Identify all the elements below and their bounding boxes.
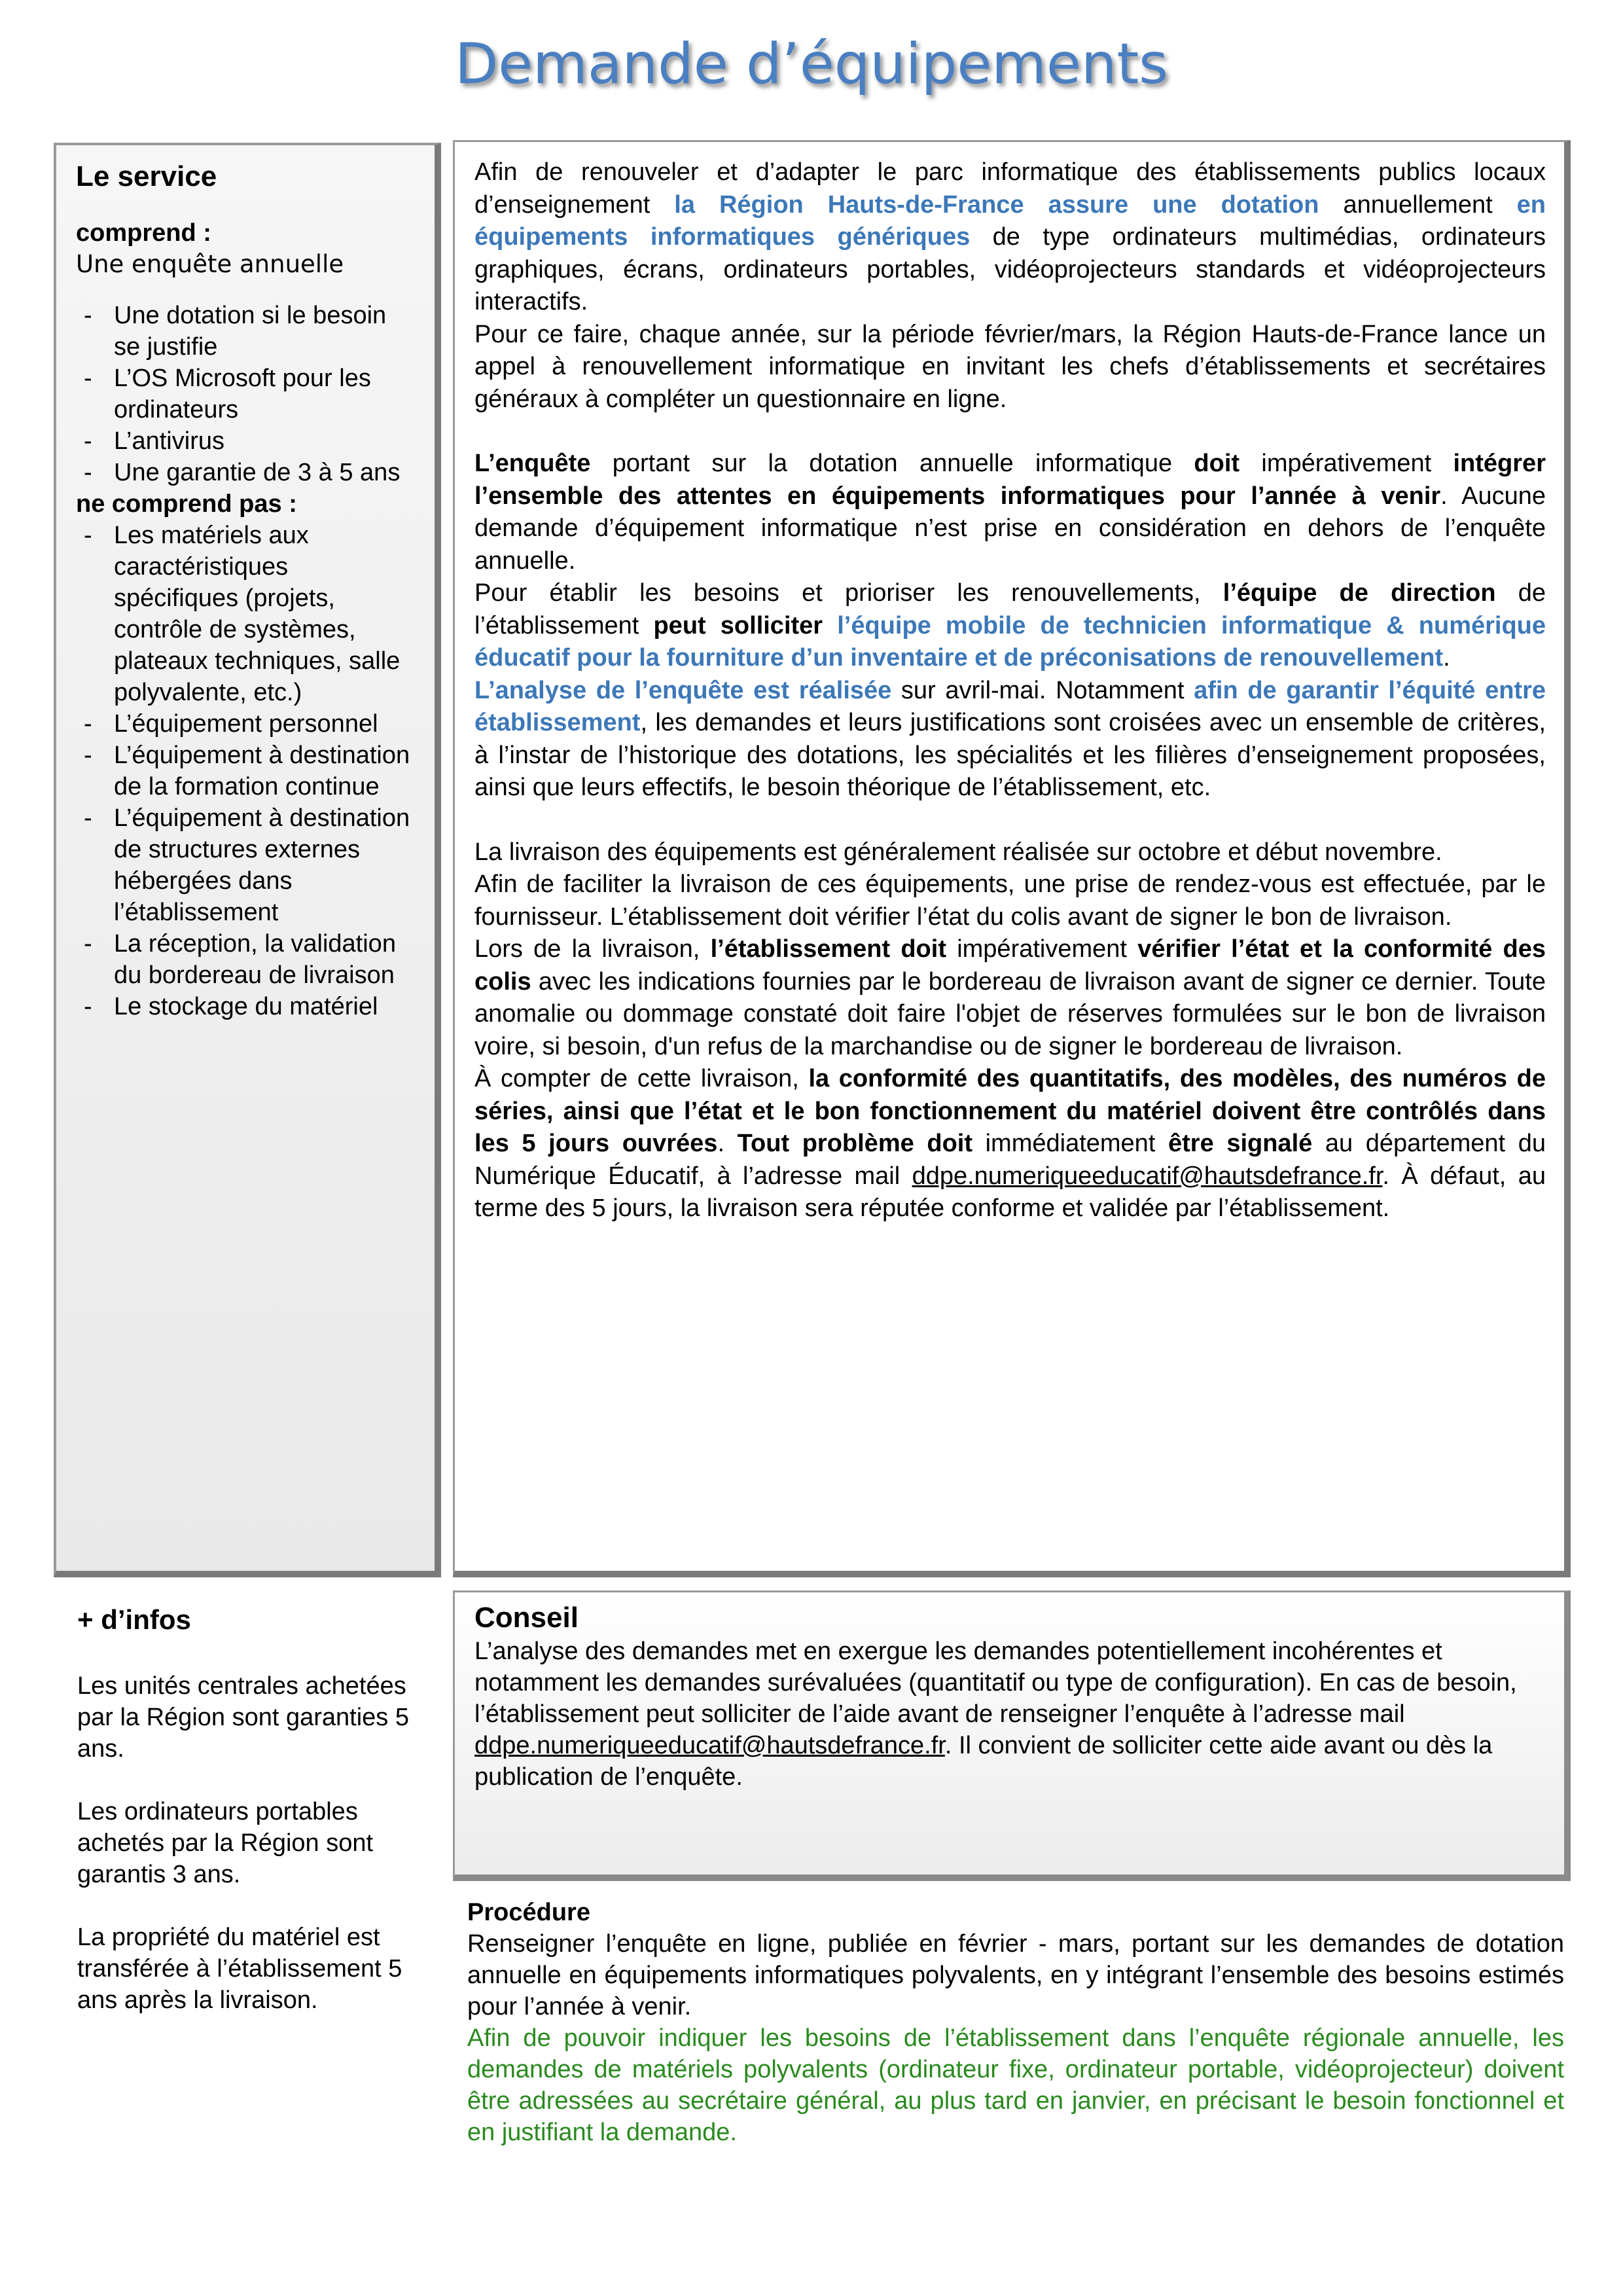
text-run: , les demandes et leurs justifications sont croisées avec un ensemble de critères, à l’instar de l’historique des dotations, les spécialités et les filières d’enseignement proposées, ainsi que leurs effectifs, le besoin théorique de l’établissement, etc. — [474, 709, 1546, 801]
includes-sub: Une enquête annuelle — [76, 250, 344, 278]
procedure-title: Procédure — [467, 1899, 590, 1926]
procedure-text: Renseigner l’enquête en ligne, publiée en février - mars, portant sur les demandes de dotation annuelle en équipements informatiques polyvalents, en y intégrant l’ensemble des besoins estimés pour l’année à venir. — [467, 1930, 1564, 2020]
main-paragraph — [474, 675, 1546, 804]
text-run: . À défaut, au terme des 5 jours, la livraison sera réputée conforme et validée par l’établissement. — [474, 1162, 1546, 1222]
text-run: À compter de cette livraison, — [474, 1065, 809, 1092]
info-title: + d’infos — [77, 1604, 191, 1635]
main-paragraph — [474, 319, 1546, 416]
text-run: . — [1443, 644, 1450, 672]
text-run: de type ordinateurs multimédias, ordinateurs graphiques, écrans, ordinateurs portables, vidéoprojecteurs standards et vidéoprojecteurs interactifs. — [474, 223, 1546, 315]
main-paragraph — [474, 1063, 1546, 1225]
text-run: doit — [1194, 450, 1240, 477]
excludes-label: ne comprend pas : — [76, 490, 297, 518]
text-run: Pour établir les besoins et prioriser les renouvellements, — [474, 579, 1223, 607]
text-run: de l’établissement — [474, 579, 1546, 639]
advice-text — [474, 1636, 1546, 1793]
text-run: Lors de la livraison, — [474, 935, 711, 963]
text-run: vérifier l’état et la conformité des colis — [474, 935, 1546, 996]
text-run: L’enquête — [474, 450, 591, 477]
list-item: - Le stockage du matériel — [76, 991, 419, 1022]
advice-panel — [453, 1590, 1571, 1881]
list-item: - Les matériels aux caractéristiques spécifiques (projets, contrôle de systèmes, plateaux techniques, salle polyvalente, etc.) — [76, 520, 419, 708]
list-item: - L’antivirus — [76, 425, 419, 457]
text-run: peut solliciter — [653, 611, 823, 639]
text-run — [823, 612, 837, 639]
list-item: - Une dotation si le besoin se justifie — [76, 300, 419, 363]
text-run: avec les indications fournies par le bordereau de livraison avant de signer ce dernier. Toute anomalie ou dommage constaté doit faire l'objet de réserves formulées sur le bon de livraison voire, si besoin, d'un refus de la marchandise ou de signer le bordereau de livraison. — [474, 967, 1546, 1060]
text-run: être signalé — [1168, 1130, 1313, 1157]
advice-title: Conseil — [474, 1602, 579, 1634]
main-paragraph — [474, 933, 1546, 1063]
info-paragraph: Les unités centrales achetées par la Région sont garanties 5 ans. — [77, 1672, 409, 1763]
text-run: Tout problème doit — [737, 1130, 972, 1157]
includes-list — [76, 300, 419, 488]
text-run: au département du Numérique Éducatif, à l’adresse mail — [474, 1130, 1546, 1190]
main-paragraph — [474, 577, 1546, 675]
text-run: l’équipe mobile de technicien informatique & numérique éducatif pour la fourniture d’un inventaire et de préconisations de renouvellement — [474, 611, 1546, 672]
text-run: l’équipe de direction — [1222, 579, 1496, 607]
main-paragraph — [474, 448, 1546, 577]
list-item: - L’équipement à destination de structures externes hébergées dans l’établissement — [76, 802, 419, 928]
procedure-panel — [467, 1897, 1564, 2148]
advice-email-link[interactable]: ddpe.numeriqueeducatif@hautsdefrance.fr — [474, 1732, 945, 1759]
list-item: - La réception, la validation du bordereau de livraison — [76, 928, 419, 991]
text-run: La livraison des équipements est généralement réalisée sur octobre et début novembre. — [474, 838, 1442, 866]
advice-text-part: L’analyse des demandes met en exergue les demandes potentiellement incohérentes et notamment les demandes surévaluées (quantitatif ou type de configuration). En cas de besoin, l’établissement peut solliciter de l’aide avant de renseigner l’enquête à l’adresse mail — [474, 1638, 1517, 1728]
text-run: . Aucune demande d’équipement informatique n’est prise en considération en dehors de l’enquête annuelle. — [474, 482, 1546, 575]
text-run: afin de garantir l’équité entre établissement — [474, 676, 1546, 736]
text-run: l’établissement doit — [710, 935, 946, 963]
text-run: sur avril-mai. Notamment — [891, 676, 1194, 704]
service-title: Le service — [76, 160, 217, 192]
main-paragraph — [474, 869, 1546, 933]
text-run: intégrer l’ensemble des attentes en équipements informatiques pour l’année à venir — [474, 450, 1546, 510]
procedure-note: Afin de pouvoir indiquer les besoins de l’établissement dans l’enquête régionale annuelle, les demandes de matériels polyvalents (ordinateur fixe, ordinateur portable, vidéoprojecteur) doivent être adressées au secrétaire général, au plus tard en janvier, en précisant le besoin fonctionnel et en justifiant la demande. — [467, 2024, 1564, 2146]
text-run: la Région Hauts-de-France assure une dotation — [674, 190, 1319, 219]
text-run: annuellement — [1319, 190, 1517, 219]
info-paragraph: La propriété du matériel est transférée à l’établissement 5 ans après la livraison. — [77, 1924, 402, 2014]
advice-text-part: . Il convient de solliciter cette aide avant ou dès la publication de l’enquête. — [474, 1732, 1493, 1791]
info-paragraph: Les ordinateurs portables achetés par la Région sont garantis 3 ans. — [77, 1798, 374, 1888]
text-run: portant sur la dotation annuelle informatique — [590, 450, 1194, 477]
list-item: - L’équipement personnel — [76, 708, 419, 740]
text-run: immédiatement — [972, 1130, 1168, 1157]
email-link[interactable]: ddpe.numeriqueeducatif@hautsdefrance.fr — [912, 1162, 1383, 1190]
text-run: Afin de faciliter la livraison de ces équipements, une prise de rendez-vous est effectuée, par le fournisseur. L’établissement doit vérifier l’état du colis avant de signer le bon de livraison. — [474, 870, 1546, 931]
info-panel — [77, 1602, 431, 2016]
list-item: - L’OS Microsoft pour les ordinateurs — [76, 363, 419, 425]
main-paragraph — [474, 156, 1546, 319]
page-title: Demande d’équipements — [455, 31, 1168, 97]
text-run: L’analyse de l’enquête est réalisée — [474, 676, 892, 704]
text-run: en équipements informatiques génériques — [474, 190, 1546, 251]
text-run: Pour ce faire, chaque année, sur la période février/mars, la Région Hauts-de-France lance un appel à renouvellement informatique en invitant les chefs d’établissements et secrétaires généraux à compléter un questionnaire en ligne. — [474, 320, 1546, 413]
text-run: la conformité des quantitatifs, des modèles, des numéros de séries, ainsi que l’état et le bon fonctionnement du matériel doivent être contrôlés dans les 5 jours ouvrées — [474, 1065, 1546, 1157]
list-item: - Une garantie de 3 à 5 ans — [76, 457, 419, 488]
text-run: Afin de renouveler et d’adapter le parc informatique des établissements publics locaux d’enseignement — [474, 158, 1546, 219]
main-panel — [453, 140, 1571, 1577]
text-run: impérativement — [1240, 450, 1454, 477]
main-paragraph — [474, 836, 1546, 869]
service-panel — [54, 143, 441, 1577]
text-run: impérativement — [946, 935, 1138, 963]
list-item: - L’équipement à destination de la formation continue — [76, 740, 419, 802]
includes-label: comprend : — [76, 219, 211, 247]
excludes-list — [76, 520, 419, 1022]
text-run: . — [717, 1130, 738, 1157]
